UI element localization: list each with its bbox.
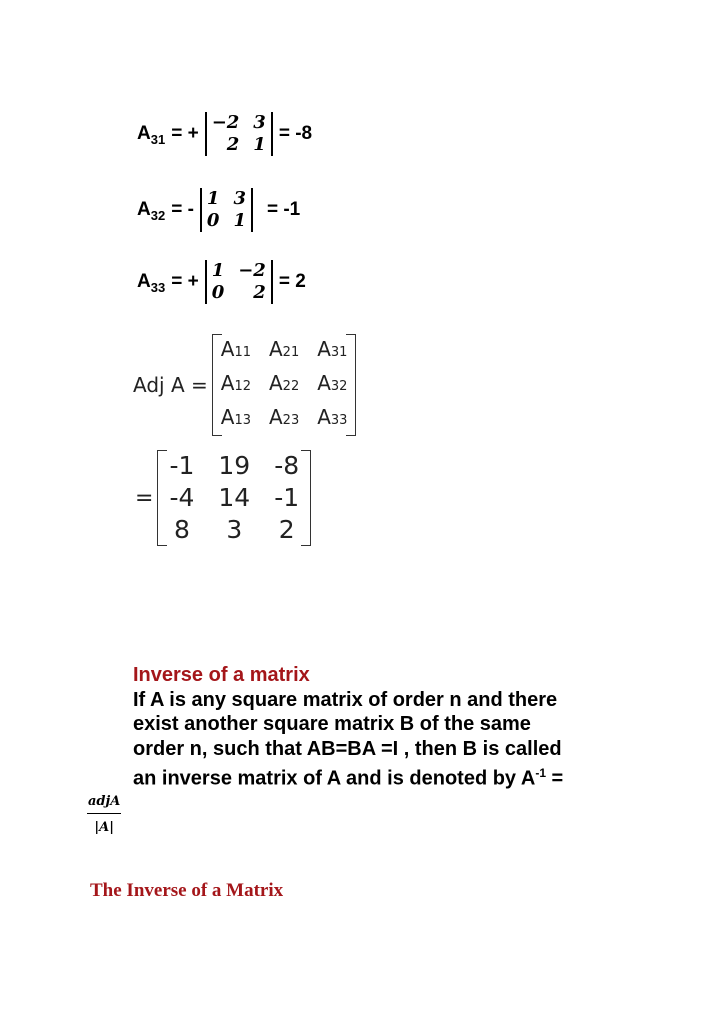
determinant: 1 3 0 1 bbox=[200, 188, 253, 232]
determinant: −2 3 2 1 bbox=[205, 112, 273, 156]
cofactor-a31 bbox=[137, 112, 312, 156]
paragraph-line: an inverse matrix of A and is denoted by $A^{-1}$ = bbox=[133, 766, 564, 790]
cofactor-result: = 2 bbox=[278, 271, 306, 292]
fraction-numerator: adjA bbox=[87, 794, 121, 814]
cofactor-label: $A_{32}$ bbox=[137, 199, 166, 223]
cofactor-sign: = + bbox=[171, 271, 199, 292]
paragraph-line: exist another square matrix B of the same bbox=[133, 713, 531, 735]
cofactor-sign: = - bbox=[171, 199, 194, 220]
cofactor-result: = -1 bbox=[266, 199, 301, 220]
inverse-heading: Inverse of a matrix bbox=[133, 664, 310, 686]
cofactor-label: $A_{33}$ bbox=[137, 271, 166, 295]
cofactor-sign: = + bbox=[171, 123, 199, 144]
paragraph-line: order n, such that AB=BA =I , then B is called bbox=[133, 737, 562, 760]
equals-sign: = bbox=[135, 485, 154, 511]
determinant: 1 −2 0 2 bbox=[205, 260, 273, 304]
fraction-denominator: |A| bbox=[94, 820, 114, 835]
result-matrix: = -1 19 -8 -4 14 -1 8 3 2 bbox=[135, 450, 311, 546]
inverse-definition bbox=[133, 663, 563, 791]
cofactor-label: $A_{31}$ bbox=[137, 123, 166, 147]
cofactor-a32 bbox=[137, 188, 300, 232]
cofactor-a33 bbox=[137, 260, 306, 304]
paragraph-line: If A is any square matrix of order n and there bbox=[133, 688, 558, 711]
adjoint-label: Adj A = bbox=[133, 373, 208, 397]
adjoint-matrix: Adj A = A11 A21 A31 A12 A22 A32 A13 A23 A33 bbox=[133, 334, 356, 436]
cofactor-result: = -8 bbox=[278, 123, 313, 144]
section-title: The Inverse of a Matrix bbox=[90, 880, 284, 901]
inverse-fraction bbox=[87, 794, 121, 835]
